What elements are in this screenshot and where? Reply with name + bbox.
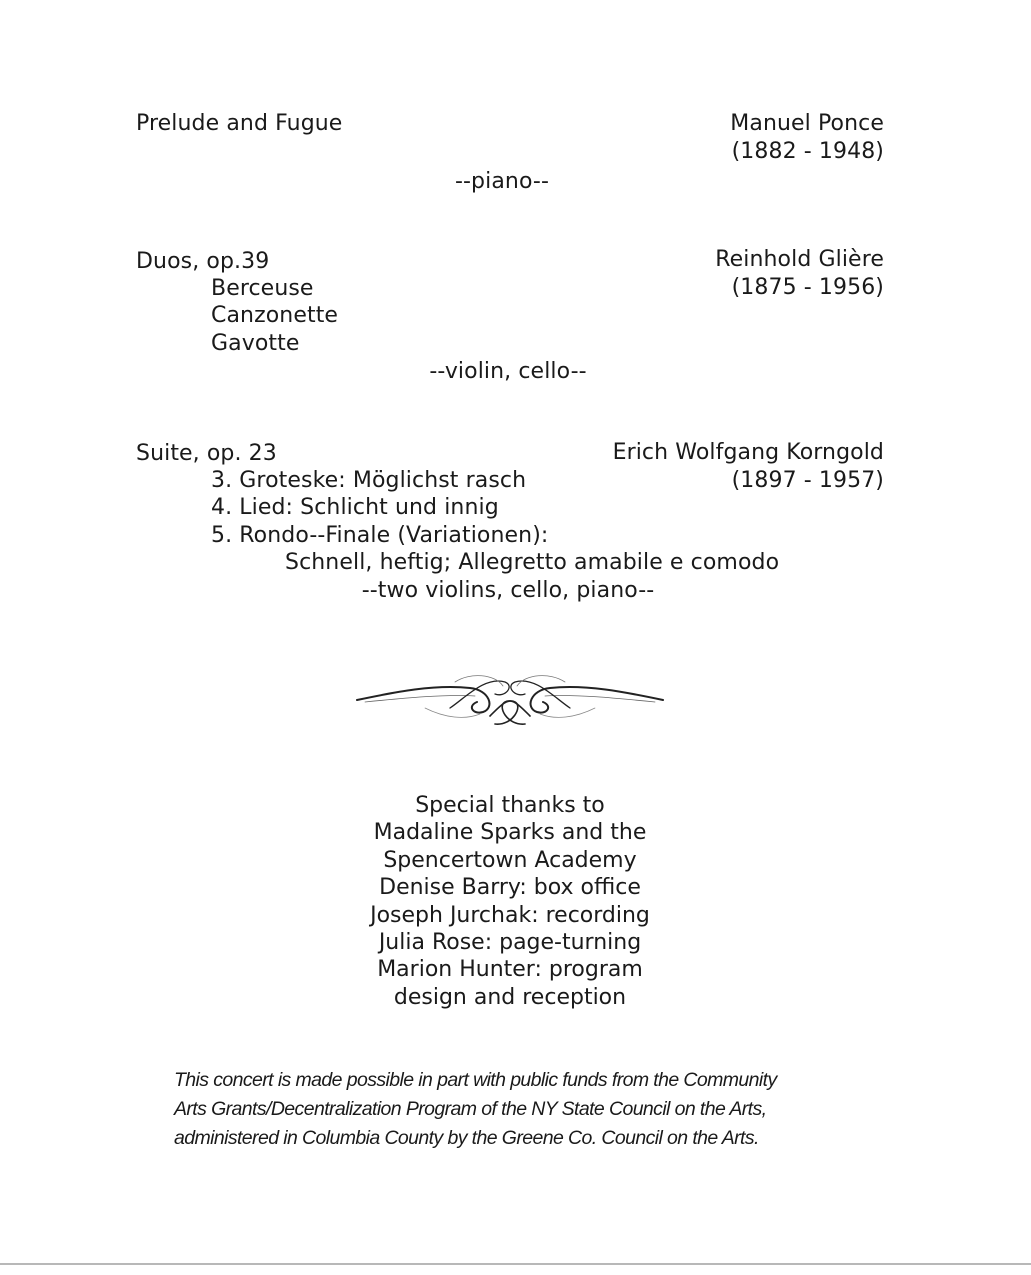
bottom-divider <box>0 1263 1031 1265</box>
piece-title: Prelude and Fugue <box>136 111 343 136</box>
composer-dates: (1897 - 1957) <box>731 468 884 493</box>
instrumentation: --two violins, cello, piano-- <box>361 578 655 603</box>
composer-dates: (1875 - 1956) <box>731 275 884 300</box>
piece-title: Suite, op. 23 <box>136 441 277 466</box>
movement: 5. Rondo--Finale (Variationen): <box>211 523 549 548</box>
composer-name: Reinhold Glière <box>715 247 884 272</box>
acknowledgement-line: Madaline Sparks and the <box>373 820 647 846</box>
funding-line: administered in Columbia County by the Greene Co. Council on the Arts. <box>174 1127 759 1149</box>
composer-dates: (1882 - 1948) <box>731 139 884 164</box>
funding-note <box>174 1066 874 1153</box>
composer-name: Manuel Ponce <box>730 111 884 136</box>
movement: Berceuse <box>211 276 314 301</box>
funding-line: This concert is made possible in part with public funds from the Community <box>174 1069 777 1091</box>
piece-title: Duos, op.39 <box>136 249 270 274</box>
acknowledgement-line: Spencertown Academy <box>383 847 637 873</box>
acknowledgement-line: Joseph Jurchak: recording <box>370 902 650 928</box>
acknowledgement-line: Denise Barry: box office <box>379 875 641 901</box>
movement: Gavotte <box>211 331 300 356</box>
acknowledgement-line: Special thanks to <box>415 793 605 818</box>
acknowledgement-line: Julia Rose: page-turning <box>378 930 642 956</box>
movement: Canzonette <box>211 303 339 328</box>
acknowledgements <box>310 792 710 1011</box>
acknowledgement-line: design and reception <box>393 984 627 1010</box>
scroll-flourish-icon <box>355 668 665 732</box>
movement: 3. Groteske: Möglichst rasch <box>211 468 527 493</box>
composer-name: Erich Wolfgang Korngold <box>612 440 884 465</box>
movement: 4. Lied: Schlicht und innig <box>211 495 499 520</box>
acknowledgement-line: Marion Hunter: program <box>377 957 643 983</box>
instrumentation: --piano-- <box>454 169 550 194</box>
funding-line: Arts Grants/Decentralization Program of the NY State Council on the Arts, <box>174 1098 767 1120</box>
instrumentation: --violin, cello-- <box>429 359 587 384</box>
movement-tempo: Schnell, heftig; Allegretto amabile e comodo <box>285 550 780 575</box>
